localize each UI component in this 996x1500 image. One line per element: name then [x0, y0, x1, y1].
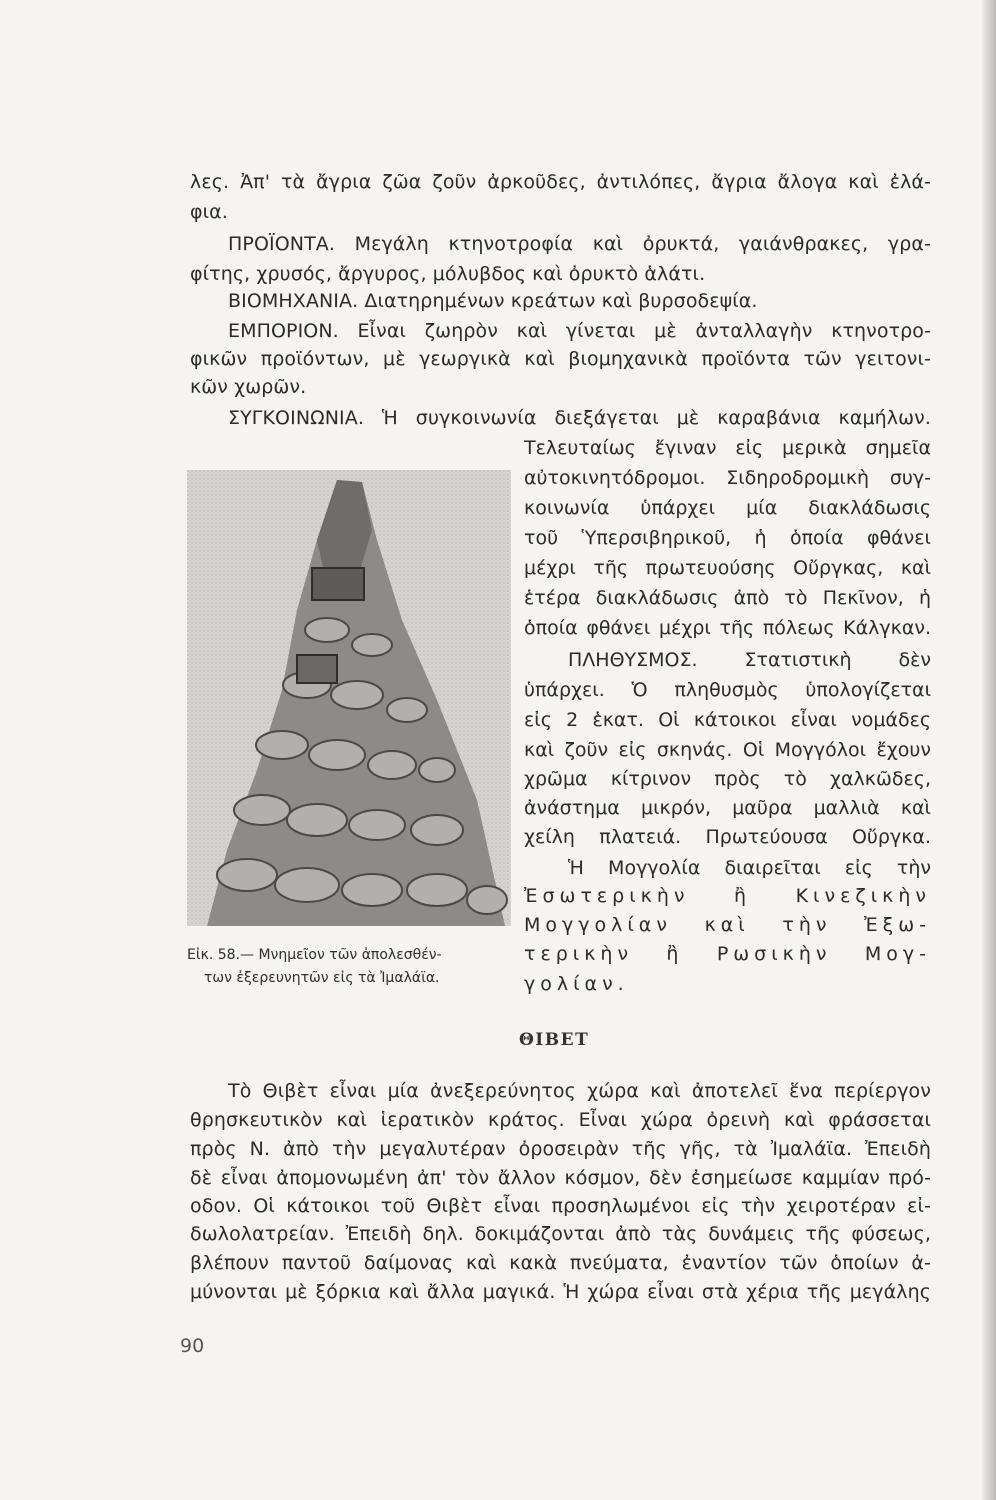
column-line: τοῦ Ὑπερσιβηρικοῦ, ἡ ὁποία φθάνει — [524, 527, 931, 549]
page-edge-shadow — [982, 0, 996, 1500]
text-line: δωλολατρείαν. Ἐπειδὴ δηλ. δοκιμάζονται ἀπὸ τὰς δυνάμεις τῆς φύσεως, — [190, 1223, 931, 1245]
text-line: οδον. Οἱ κάτοικοι τοῦ Θιβὲτ εἶναι προσηλωμένοι εἰς τὴν χειροτέραν εἰ- — [190, 1195, 931, 1217]
column-line: ὁποία φθάνει μέχρι τῆς πόλεως Κάλγκαν. — [524, 617, 931, 639]
column-line: χείλη πλατειά. Πρωτεύουσα Οὔργκα. — [524, 826, 931, 848]
text-line: φια. — [190, 201, 228, 223]
column-line: ὑπάρχει. Ὁ πληθυσμὸς ὑπολογίζεται — [524, 679, 931, 701]
text-line: φίτης, χρυσός, ἄργυρος, μόλυβδος καὶ ὀρυκτὸ ἁλάτι. — [190, 263, 706, 285]
column-line: κοινωνία ὑπάρχει μία διακλάδωσις — [524, 497, 931, 519]
column-line: Μογγολίαν καὶ τὴν Ἐξω- — [524, 914, 931, 936]
column-line: ἑτέρα διακλάδωσις ἀπὸ τὸ Πεκῖνον, ἡ — [524, 587, 931, 609]
column-line: Ἐσωτερικὴν ἢ Κινεζικὴν — [524, 885, 931, 907]
column-line: Ἡ Μογγολία διαιρεῖται εἰς τὴν — [568, 857, 931, 879]
text-line: λες. Ἀπ' τὰ ἄγρια ζῶα ζοῦν ἀρκοῦδες, ἀντιλόπες, ἄγρια ἄλογα καὶ ἐλά- — [190, 171, 931, 193]
column-line: τερικὴν ἢ Ρωσικὴν Μογ- — [524, 943, 931, 965]
column-line: ΠΛΗΘΥΣΜΟΣ. Στατιστικὴ δὲν — [568, 649, 931, 671]
column-line: αὐτοκινητόδρομοι. Σιδηροδρομικὴ συγ- — [524, 467, 931, 489]
column-line: χρῶμα κίτρινον πρὸς τὸ χαλκῶδες, — [524, 768, 931, 790]
text-line: ΕΜΠΟΡΙΟΝ. Εἶναι ζωηρὸν καὶ γίνεται μὲ ἀνταλλαγὴν κτηνοτρο- — [228, 320, 931, 342]
text-line: ΒΙΟΜΗΧΑΝΙΑ. Διατηρημένων κρεάτων καὶ βυρσοδεψία. — [228, 290, 758, 312]
column-line: εἰς 2 ἑκατ. Οἱ κάτοικοι εἶναι νομάδες — [524, 709, 931, 731]
text-line: δὲ εἶναι ἀπομονωμένη ἀπ' τὸν ἄλλον κόσμον, δὲν ἐσημείωσε καμμίαν πρό- — [190, 1167, 931, 1189]
figure-caption-line: των ἐξερευνητῶν εἰς τὰ Ἰμαλάϊα. — [204, 970, 440, 986]
page-number: 90 — [180, 1335, 205, 1357]
text-line: ΣΥΓΚΟΙΝΩΝΙΑ. Ἡ συγκοινωνία διεξάγεται μὲ καραβάνια καμήλων. — [228, 407, 931, 429]
text-line: θρησκευτικὸν καὶ ἱερατικὸν κράτος. Εἶναι χώρα ὀρεινὴ καὶ φράσσεται — [190, 1109, 931, 1131]
text-line: Τὸ Θιβὲτ εἶναι μία ἀνεξερεύνητος χώρα καὶ ἀποτελεῖ ἕνα περίεργον — [228, 1080, 931, 1102]
column-line: ἀνάστημα μικρόν, μαῦρα μαλλιὰ καὶ — [524, 797, 931, 819]
column-line: γολίαν. — [524, 973, 629, 995]
column-line: καὶ ζοῦν εἰς σκηνάς. Οἱ Μογγόλοι ἔχουν — [524, 739, 931, 761]
text-line: κῶν χωρῶν. — [190, 376, 307, 398]
monument-photo — [187, 470, 511, 926]
cairn-illustration — [187, 470, 511, 926]
text-line: πρὸς Ν. ἀπὸ τὴν μεγαλυτέραν ὀροσειρὰν τῆς γῆς, τὰ Ἰμαλάϊα. Ἐπειδὴ — [190, 1138, 931, 1160]
text-line: ΠΡΟΪΟΝΤΑ. Μεγάλη κτηνοτροφία καὶ ὀρυκτά, γαιάνθρακες, γρα- — [228, 233, 931, 255]
column-line: Τελευταίως ἔγιναν εἰς μερικὰ σημεῖα — [524, 437, 931, 459]
column-line: μέχρι τῆς πρωτευούσης Οὔργκας, καὶ — [524, 557, 931, 579]
text-line: φικῶν προϊόντων, μὲ γεωργικὰ καὶ βιομηχανικὰ προϊόντα τῶν γειτονι- — [190, 348, 931, 370]
figure-caption-line: Εἰκ. 58.— Μνημεῖον τῶν ἀπολεσθέν- — [187, 947, 442, 963]
text-line: μύνονται μὲ ξόρκια καὶ ἄλλα μαγικά. Ἡ χώρα εἶναι στὰ χέρια τῆς μεγάλης — [190, 1281, 931, 1303]
text-line: βλέπουν παντοῦ δαίμονας καὶ κακὰ πνεύματα, ἐναντίον τῶν ὁποίων ἀ- — [190, 1252, 931, 1274]
section-heading: ΘΙΒΕΤ — [519, 1030, 590, 1050]
